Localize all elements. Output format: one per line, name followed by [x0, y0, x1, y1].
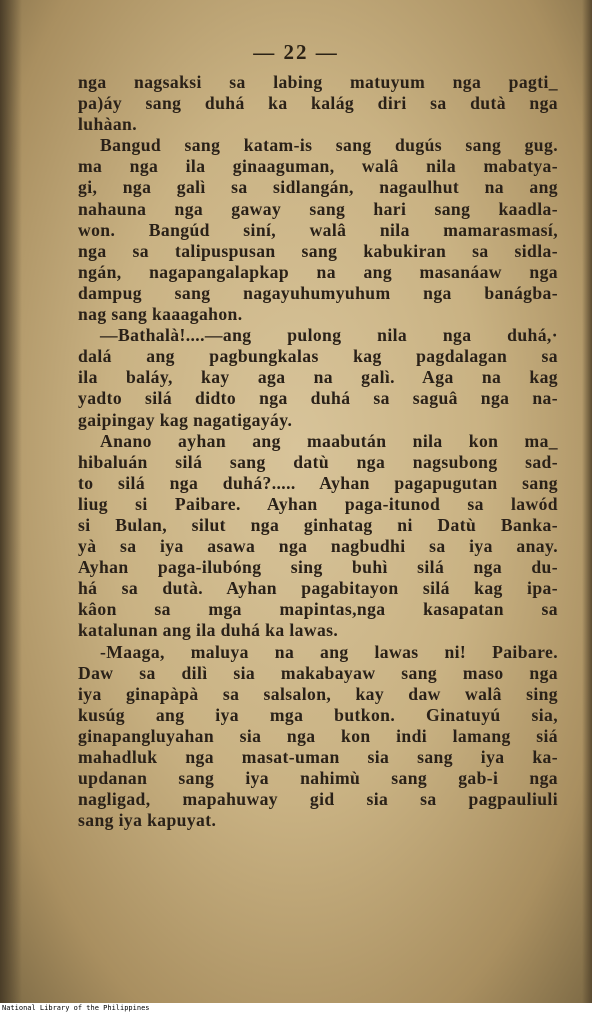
text-line: liug si Paibare. Ayhan paga-itunod sa lawód	[78, 493, 558, 514]
text-line: Bangud sang katam-is sang dugús sang gug.	[100, 135, 558, 156]
text-line: nag sang kaaagahon.	[78, 304, 243, 325]
text-line: nahauna nga gaway sang hari sang kaadla-	[78, 198, 558, 219]
text-line: —Bathalà!....—ang pulong nila nga duhá,·	[100, 325, 558, 346]
text-line: gi, nga galì sa sidlangán, nagaulhut na ang	[78, 177, 558, 198]
text-line: nga sa talipuspusan sang kabukiran sa sidla-	[78, 240, 558, 261]
text-line: pa)áy sang duhá ka kalág diri sa dutà nga	[78, 93, 558, 114]
text-line: ngán, nagapangalapkap na ang masanáaw nga	[78, 261, 558, 282]
footer-credit: National Library of the Philippines	[2, 1004, 150, 1012]
text-line: Ayhan paga-ilubóng sing buhì silá nga du-	[78, 557, 558, 578]
text-line: mahadluk nga masat-uman sia sang iya ka-	[78, 747, 558, 767]
page-number: — 22 —	[253, 40, 339, 64]
text-line: kâon sa mga mapintas,nga kasapatan sa	[78, 599, 558, 620]
text-line: hibaluán silá sang datù nga nagsubong sad-	[78, 451, 558, 472]
text-line: yadto silá didto nga duhá sa saguâ nga na-	[78, 388, 558, 409]
page-shadow-left	[0, 0, 22, 1003]
text-line: Daw sa dilì sia makabayaw sang maso nga	[78, 662, 558, 683]
text-line: nga nagsaksi sa labing matuyum nga pagti_	[78, 72, 558, 92]
body-text	[78, 72, 558, 831]
text-line: kusúg ang iya mga butkon. Ginatuyú sia,	[78, 704, 558, 725]
text-line: luhàan.	[78, 114, 138, 135]
page-shadow-right	[582, 0, 592, 1003]
text-line: há sa dutà. Ayhan pagabitayon silá kag ipa-	[78, 578, 558, 599]
text-line: won. Bangúd siní, walâ nila mamarasmasí,	[78, 219, 558, 240]
text-line: si Bulan, silut nga ginhatag ni Datù Banka-	[78, 514, 558, 535]
text-line: nagligad, mapahuway gid sia sa pagpauliuli	[78, 789, 558, 810]
text-line: iya ginapàpà sa salsalon, kay daw walâ sing	[78, 683, 558, 704]
text-line: Anano ayhan ang maabután nila kon ma_	[100, 430, 558, 451]
text-line: yà sa iya asawa nga nagbudhi sa iya anay.	[78, 536, 558, 557]
text-line: dampug sang nagayuhumyuhum nga banágba-	[78, 282, 558, 303]
text-line: ma nga ila ginaaguman, walâ nila mabatya-	[78, 156, 558, 177]
text-line: sang iya kapuyat.	[78, 810, 217, 831]
text-line: to silá nga duhá?..... Ayhan pagapugutan sang	[78, 472, 558, 493]
text-line: katalunan ang ila duhá ka lawas.	[78, 620, 339, 641]
text-line: dalá ang pagbungkalas kag pagdalagan sa	[78, 346, 558, 367]
footer-bar	[0, 1003, 592, 1013]
text-line: updanan sang iya nahimù sang gab-i nga	[78, 768, 558, 789]
text-line: ginapangluyahan sia nga kon indi lamang siá	[78, 725, 558, 746]
text-line: ila baláy, kay aga na galì. Aga na kag	[78, 367, 558, 388]
text-line: gaipingay kag nagatigayáy.	[78, 409, 293, 430]
text-line: -Maaga, maluya na ang lawas ni! Paibare.	[100, 641, 558, 662]
